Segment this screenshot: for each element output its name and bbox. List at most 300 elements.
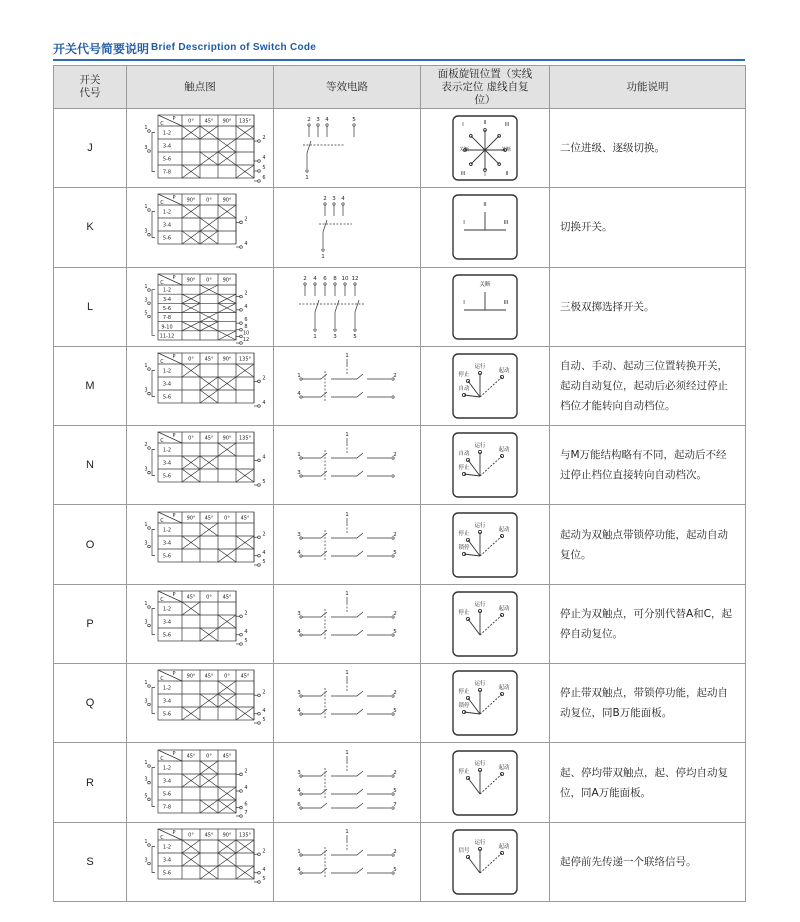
switch-code: P <box>54 584 127 663</box>
contact-pin-number: 12 <box>242 336 250 343</box>
header-code-text: 开关代号 <box>79 74 101 99</box>
title-divider <box>53 59 745 61</box>
contact-row-label: 1-2 <box>162 287 172 294</box>
circuit-pin-number: 4 <box>297 549 301 556</box>
knob-position-label: 自动 <box>458 386 470 393</box>
contact-angle-label: 90° <box>186 515 196 522</box>
contact-pin-number: 5 <box>144 792 148 799</box>
contact-terminal <box>148 703 151 706</box>
contact-terminal <box>148 209 151 212</box>
grid-label-c: C <box>160 438 164 445</box>
contact-pin-number: 4 <box>262 454 266 461</box>
contact-angle-label: 0° <box>224 673 230 680</box>
knob-position-dot <box>469 135 472 138</box>
circuit-contact <box>331 630 363 635</box>
circuit-contact <box>302 709 327 714</box>
contact-bracket-wire <box>152 767 155 806</box>
knob-cell <box>421 664 550 743</box>
circuit-contact <box>331 771 363 776</box>
circuit-pin-number: 4 <box>297 628 301 635</box>
circuit-cell <box>274 584 421 663</box>
knob-position-line <box>464 395 480 397</box>
contact-row-label: 5-6 <box>162 235 172 242</box>
contact-bracket-wire <box>152 846 155 872</box>
circuit-contact <box>302 551 327 556</box>
circuit-pin-number: 3 <box>297 690 301 697</box>
contact-pin-number: 4 <box>244 303 248 310</box>
knob-position-label: 起动 <box>498 605 510 612</box>
contact-pin-number: 1 <box>144 283 148 290</box>
grid-label-p: P <box>172 116 176 123</box>
circuit-terminal <box>354 329 356 331</box>
circuit-pin-number: 2 <box>393 531 397 538</box>
contact-terminal <box>148 526 151 529</box>
contact-bracket-wire <box>152 133 155 172</box>
circuit-pin-number: 1 <box>305 175 309 182</box>
circuit-pin-number: 1 <box>297 373 301 380</box>
table-row <box>54 584 746 663</box>
contact-angle-label: 135° <box>238 356 252 363</box>
function-description: 切换开关。 <box>550 188 746 267</box>
contact-angle-label: 90° <box>222 118 232 125</box>
contact-angle-label: 0° <box>206 197 212 204</box>
contact-angle-label: 45° <box>204 356 214 363</box>
knob-position-label: 锁停 <box>458 544 470 551</box>
circuit-pin-number: 2 <box>323 196 327 203</box>
grid-label-c: C <box>160 200 164 207</box>
circuit-contact <box>331 551 363 556</box>
contact-terminal <box>258 405 261 408</box>
contact-row-label: 5-6 <box>162 791 172 798</box>
knob-position-line <box>468 619 480 635</box>
knob-panel <box>450 113 520 183</box>
circuit-diagram <box>287 111 407 185</box>
contact-terminal <box>258 484 261 487</box>
contact-bracket-wire <box>152 608 155 634</box>
contact-angle-label: 45° <box>222 753 232 760</box>
circuit-pin-number: 2 <box>393 373 397 380</box>
contact-pin-number: 5 <box>262 479 266 486</box>
grid-label-c: C <box>160 279 164 286</box>
contact-row-label: 3-4 <box>162 540 172 547</box>
contact-pin-number: 3 <box>144 619 148 626</box>
contact-angle-label: 45° <box>204 832 214 839</box>
contact-row-label: 1-2 <box>162 130 172 137</box>
contact-angle-label: 0° <box>206 277 212 284</box>
contact-terminal <box>148 798 151 801</box>
knob-position-label: 起动 <box>498 447 510 454</box>
circuit-pin-number: 4 <box>297 708 301 715</box>
circuit-pin-number: 5 <box>393 549 397 556</box>
circuit-terminal <box>304 283 306 285</box>
contact-angle-label: 90° <box>186 673 196 680</box>
contact-pin-number: 5 <box>244 637 248 644</box>
knob-position-line <box>471 150 485 164</box>
table-header-row <box>54 66 746 109</box>
knob-position-label: 信号 <box>458 847 470 854</box>
circuit-terminal <box>354 283 356 285</box>
contact-terminal <box>148 130 151 133</box>
circuit-diagram <box>287 349 407 423</box>
contact-row-label: 1-2 <box>162 447 172 454</box>
knob-position-line <box>485 150 499 164</box>
circuit-diagram <box>287 508 407 582</box>
knob-position-label: 运行 <box>474 760 486 767</box>
grid-label-p: P <box>172 591 176 598</box>
title-english: Brief Description of Switch Code <box>151 42 317 53</box>
contact-pin-number: 3 <box>144 387 148 394</box>
contact-pin-number: 10 <box>242 330 250 337</box>
contact-pin-number: 5 <box>262 165 266 172</box>
contact-pin-number: 2 <box>262 375 266 382</box>
contact-row-label: 5-6 <box>162 870 172 877</box>
contact-diagram <box>136 349 264 423</box>
contact-row-label: 5-6 <box>162 156 172 163</box>
knob-position-label: I <box>484 172 486 179</box>
contact-pin-number: 6 <box>244 316 248 323</box>
contact-diagram <box>136 666 264 740</box>
knob-panel <box>450 748 520 818</box>
contact-angle-label: 45° <box>186 753 196 760</box>
function-description: 三极双掷选择开关。 <box>550 267 746 346</box>
knob-cell <box>421 584 550 663</box>
contact-pin-number: 1 <box>144 204 148 211</box>
table-row <box>54 346 746 425</box>
knob-position-label: III <box>503 299 509 306</box>
contact-row-label: 3-4 <box>162 143 172 150</box>
circuit-pin-number: 1 <box>345 432 349 439</box>
contact-pin-number: 4 <box>244 241 248 248</box>
switch-code: Q <box>54 664 127 743</box>
switch-code: R <box>54 743 127 822</box>
circuit-pin-number: 2 <box>307 117 311 124</box>
knob-position-label: 起动 <box>498 843 510 850</box>
knob-position-line <box>468 778 480 794</box>
circuit-pin-number: 2 <box>393 848 397 855</box>
contact-terminal <box>148 150 151 153</box>
circuit-terminal <box>314 329 316 331</box>
knob-position-dot <box>500 534 503 537</box>
contact-terminal <box>240 814 243 817</box>
contact-pin-number: 2 <box>262 848 266 855</box>
contact-angle-label: 45° <box>204 673 214 680</box>
contact-row-label: 1-2 <box>162 368 172 375</box>
knob-position-label: 停止 <box>458 768 470 775</box>
circuit-cell <box>274 743 421 822</box>
switch-code: O <box>54 505 127 584</box>
circuit-contact <box>302 850 327 855</box>
contact-pin-number: 2 <box>262 530 266 537</box>
contact-pin-number: 4 <box>244 628 248 635</box>
contact-row-label: 3-4 <box>162 698 172 705</box>
contact-angle-label: 0° <box>188 118 194 125</box>
knob-position-label: 自动 <box>458 451 470 458</box>
function-description: 起、停均带双触点，起、停均自动复位，同A万能面板。 <box>550 743 746 822</box>
circuit-pin-number: 1 <box>321 254 325 261</box>
contact-row-label: 5-6 <box>162 711 172 718</box>
knob-position-line <box>480 377 502 397</box>
circuit-pin-number: 6 <box>297 801 301 808</box>
contact-terminal <box>148 862 151 865</box>
contact-row-label: 1-2 <box>162 209 172 216</box>
contact-cell <box>127 743 274 822</box>
contact-terminal <box>148 781 151 784</box>
circuit-terminal <box>334 283 336 285</box>
circuit-cell <box>274 188 421 267</box>
contact-row-label: 7-8 <box>162 314 172 321</box>
circuit-cell <box>274 822 421 901</box>
header-circuit: 等效电路 <box>274 66 421 109</box>
contact-terminal <box>240 773 243 776</box>
contact-pin-number: 4 <box>244 784 248 791</box>
knob-position-dot <box>498 135 501 138</box>
knob-position-line <box>480 536 502 556</box>
knob-position-label: II <box>505 171 509 178</box>
contact-diagram <box>136 190 264 264</box>
circuit-pin-number: 1 <box>297 848 301 855</box>
circuit-pin-number: 2 <box>303 275 307 282</box>
contact-row-label: 5-6 <box>162 473 172 480</box>
contact-angle-label: 135° <box>238 435 252 442</box>
contact-cell <box>127 188 274 267</box>
contact-terminal <box>148 624 151 627</box>
contact-angle-label: 0° <box>206 753 212 760</box>
contact-terminal <box>148 764 151 767</box>
knob-position-label: 运行 <box>474 601 486 608</box>
table-row <box>54 505 746 584</box>
contact-pin-number: 2 <box>144 442 148 449</box>
grid-label-c: C <box>160 834 164 841</box>
circuit-contact <box>302 868 327 873</box>
switch-code: S <box>54 822 127 901</box>
table-row <box>54 188 746 267</box>
contact-terminal <box>258 170 261 173</box>
contact-row-label: 5-6 <box>162 553 172 560</box>
knob-position-label: 起动 <box>498 764 510 771</box>
contact-terminal <box>258 459 261 462</box>
circuit-diagram <box>287 825 407 899</box>
knob-position-label: 关断 <box>500 147 512 154</box>
header-contact: 触点图 <box>127 66 274 109</box>
contact-pin-number: 1 <box>144 363 148 370</box>
contact-row-label: 5-6 <box>162 632 172 639</box>
knob-position-line <box>480 853 502 873</box>
knob-position-label: II <box>483 202 487 209</box>
contact-terminal <box>258 380 261 383</box>
contact-angle-label: 90° <box>222 197 232 204</box>
contact-diagram <box>136 428 264 502</box>
contact-cell <box>127 584 274 663</box>
circuit-terminal <box>353 124 355 126</box>
knob-position-dot <box>500 455 503 458</box>
circuit-diagram <box>287 666 407 740</box>
knob-position-label: III <box>504 122 510 129</box>
table-row <box>54 267 746 346</box>
knob-cell <box>421 505 550 584</box>
circuit-terminal <box>314 283 316 285</box>
knob-cell <box>421 743 550 822</box>
contact-angle-label: 135° <box>238 118 252 125</box>
circuit-pin-number: 12 <box>351 275 359 282</box>
switch-code: L <box>54 267 127 346</box>
grid-label-c: C <box>160 676 164 683</box>
circuit-pin-number: 1 <box>313 333 317 340</box>
circuit-pin-number: 4 <box>297 866 301 873</box>
contact-diagram <box>136 111 264 185</box>
knob-position-label: 停止 <box>458 689 470 696</box>
contact-bracket-wire <box>152 212 155 238</box>
circuit-switch-blade <box>315 300 319 312</box>
contact-pin-number: 4 <box>262 549 266 556</box>
knob-position-label: 停止 <box>458 372 470 379</box>
contact-angle-label: 45° <box>204 515 214 522</box>
contact-diagram <box>136 270 264 344</box>
knob-position-label: 停止 <box>458 465 470 472</box>
circuit-pin-number: 7 <box>393 801 397 808</box>
circuit-pin-number: 3 <box>332 196 336 203</box>
switch-code: J <box>54 109 127 188</box>
table-row <box>54 426 746 505</box>
contact-pin-number: 4 <box>262 866 266 873</box>
contact-pin-number: 1 <box>144 521 148 528</box>
knob-position-label: 运行 <box>474 681 486 688</box>
contact-pin-number: 2 <box>262 135 266 142</box>
switch-code: M <box>54 346 127 425</box>
contact-pin-number: 6 <box>244 801 248 808</box>
circuit-pin-number: 3 <box>297 769 301 776</box>
contact-pin-number: 3 <box>144 857 148 864</box>
contact-pin-number: 4 <box>262 400 266 407</box>
contact-row-label: 3-4 <box>162 381 172 388</box>
contact-terminal <box>148 288 151 291</box>
contact-angle-label: 0° <box>206 594 212 601</box>
contact-row-label: 11-12 <box>159 333 175 340</box>
circuit-pin-number: 2 <box>393 769 397 776</box>
knob-position-dot <box>500 613 503 616</box>
contact-terminal <box>148 315 151 318</box>
knob-position-label: III <box>460 171 466 178</box>
contact-cell <box>127 664 274 743</box>
function-description: 与M万能结构略有不同，起动后不经过停止档位直接转向自动档次。 <box>550 426 746 505</box>
circuit-contact <box>331 533 363 538</box>
knob-position-label: I <box>463 220 465 227</box>
circuit-contact <box>302 533 327 538</box>
circuit-contact <box>331 709 363 714</box>
circuit-terminal <box>308 124 310 126</box>
contact-pin-number: 2 <box>262 689 266 696</box>
contact-cell <box>127 267 274 346</box>
knob-panel <box>450 192 520 262</box>
contact-terminal <box>240 221 243 224</box>
contact-row-label: 1-2 <box>162 527 172 534</box>
circuit-pin-number: 8 <box>333 275 337 282</box>
function-description: 起停前先传递一个联络信号。 <box>550 822 746 901</box>
knob-position-label: 关断 <box>479 281 491 288</box>
contact-terminal <box>258 563 261 566</box>
knob-cell <box>421 426 550 505</box>
knob-panel <box>450 351 520 421</box>
contact-pin-number: 2 <box>244 767 248 774</box>
contact-terminal <box>240 615 243 618</box>
contact-terminal <box>148 472 151 475</box>
circuit-switch-blade <box>323 220 327 232</box>
knob-position-line <box>480 774 502 794</box>
function-description: 起动为双触点带锁停功能，起动自动复位。 <box>550 505 746 584</box>
circuit-pin-number: 1 <box>345 511 349 518</box>
knob-position-label: 运行 <box>474 443 486 450</box>
contact-terminal <box>258 871 261 874</box>
circuit-contact <box>331 868 363 873</box>
header-knob-text: 面板旋钮位置（实线表示定位 虚线自复位） <box>437 67 533 106</box>
contact-bracket-wire <box>152 371 155 397</box>
contact-pin-number: 2 <box>244 290 248 297</box>
circuit-diagram <box>287 428 407 502</box>
contact-angle-label: 45° <box>222 594 232 601</box>
circuit-pin-number: 3 <box>297 531 301 538</box>
contact-bracket-wire <box>152 450 155 476</box>
circuit-pin-number: 5 <box>393 628 397 635</box>
circuit-pin-number: 3 <box>333 333 337 340</box>
contact-diagram <box>136 508 264 582</box>
contact-terminal <box>240 643 243 646</box>
circuit-pin-number: 4 <box>297 787 301 794</box>
contact-pin-number: 6 <box>262 175 266 182</box>
knob-position-line <box>468 460 480 476</box>
circuit-pin-number: 4 <box>297 391 301 398</box>
circuit-contact <box>302 471 327 476</box>
grid-label-c: C <box>160 755 164 762</box>
contact-row-label: 1-2 <box>162 765 172 772</box>
contact-cell <box>127 346 274 425</box>
circuit-diagram <box>287 270 407 344</box>
function-description: 停止带双触点，带锁停功能，起动自动复位，同B万能面板。 <box>550 664 746 743</box>
grid-label-p: P <box>172 512 176 519</box>
circuit-terminal <box>392 396 394 398</box>
contact-pin-number: 3 <box>144 776 148 783</box>
knob-position-dot <box>500 772 503 775</box>
circuit-terminal <box>324 283 326 285</box>
contact-angle-label: 90° <box>186 277 196 284</box>
contact-angle-label: 90° <box>222 435 232 442</box>
contact-terminal <box>148 302 151 305</box>
contact-terminal <box>240 295 243 298</box>
grid-label-c: C <box>160 359 164 366</box>
circuit-pin-number: 3 <box>297 470 301 477</box>
contact-terminal <box>148 606 151 609</box>
knob-panel <box>450 668 520 738</box>
knob-position-label: 运行 <box>474 364 486 371</box>
switch-code: N <box>54 426 127 505</box>
circuit-contact <box>331 789 363 794</box>
contact-angle-label: 0° <box>188 435 194 442</box>
circuit-contact <box>331 453 363 458</box>
function-description: 二位进级、逐级切换。 <box>550 109 746 188</box>
table-row <box>54 109 746 188</box>
contact-diagram <box>136 746 264 820</box>
circuit-pin-number: 1 <box>345 749 349 756</box>
contact-terminal <box>258 694 261 697</box>
contact-terminal <box>258 713 261 716</box>
circuit-pin-number: 2 <box>393 452 397 459</box>
circuit-pin-number: 10 <box>341 275 349 282</box>
contact-row-label: 1-2 <box>162 844 172 851</box>
contact-angle-label: 0° <box>224 515 230 522</box>
switch-code-table <box>53 65 746 902</box>
header-knob <box>421 66 550 109</box>
contact-angle-label: 90° <box>222 832 232 839</box>
contact-terminal <box>148 844 151 847</box>
contact-pin-number: 2 <box>244 610 248 617</box>
